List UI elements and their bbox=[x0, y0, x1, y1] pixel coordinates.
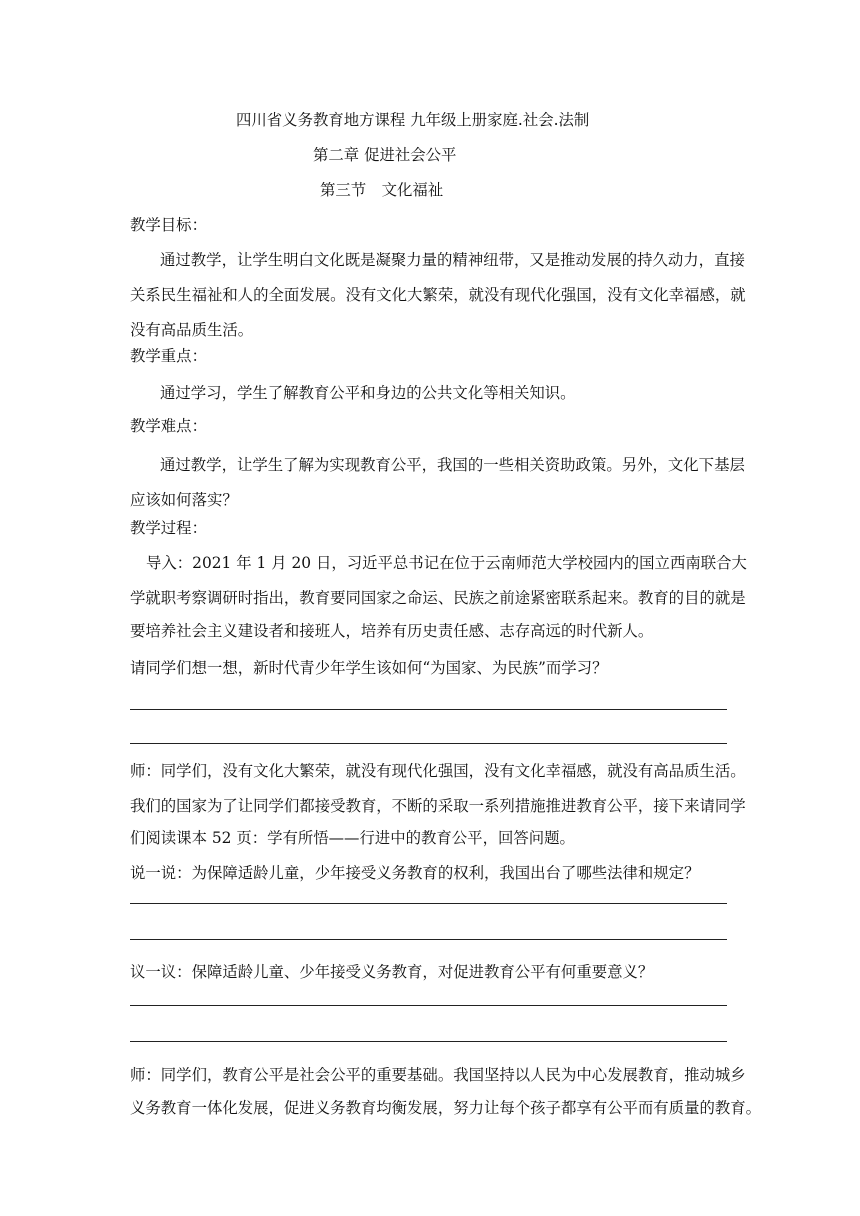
question-discuss: 议一议：保障适龄儿童、少年接受义务教育，对促进教育公平有何重要意义？ bbox=[130, 963, 654, 981]
intro-line: 要培养社会主义建设者和接班人，培养有历史责任感、志存高远的时代新人。 bbox=[130, 622, 654, 640]
difficulties-line: 应该如何落实？ bbox=[130, 491, 238, 509]
objectives-line: 关系民生福祉和人的全面发展。没有文化大繁荣，就没有现代化强国，没有文化幸福感，就 bbox=[130, 286, 746, 304]
key-points-line: 通过学习，学生了解教育公平和身边的公共文化等相关知识。 bbox=[160, 384, 576, 402]
question-say: 说一说：为保障适龄儿童，少年接受义务教育的权利，我国出台了哪些法律和规定？ bbox=[130, 864, 700, 882]
teacher-line: 师：同学们，没有文化大繁荣，就没有现代化强国，没有文化幸福感，就没有高品质生活。 bbox=[130, 762, 746, 780]
objectives-line: 没有高品质生活。 bbox=[130, 321, 254, 339]
chapter-title: 第二章 促进社会公平 bbox=[313, 146, 457, 164]
difficulties-heading: 教学难点： bbox=[130, 417, 207, 435]
teacher-line: 师：同学们，教育公平是社会公平的重要基础。我国坚持以人民为中心发展教育，推动城乡 bbox=[130, 1066, 746, 1084]
objectives-line: 通过教学，让学生明白文化既是凝聚力量的精神纽带，又是推动发展的持久动力，直接 bbox=[160, 251, 745, 269]
answer-line[interactable] bbox=[130, 1005, 727, 1006]
teacher-line: 义务教育一体化发展，促进义务教育均衡发展，努力让每个孩子都享有公平而有质量的教育。 bbox=[130, 1099, 762, 1117]
answer-line[interactable] bbox=[130, 903, 727, 904]
intro-line: 导入：2021 年 1 月 20 日，习近平总书记在位于云南师范大学校园内的国立西南联合大 bbox=[146, 554, 747, 572]
answer-line[interactable] bbox=[130, 743, 727, 744]
section-title: 第三节 文化福祉 bbox=[320, 181, 444, 199]
objectives-heading: 教学目标： bbox=[130, 216, 207, 234]
key-points-heading: 教学重点： bbox=[130, 347, 207, 365]
intro-line: 学就职考察调研时指出，教育要同国家之命运、民族之前途紧密联系起来。教育的目的就是 bbox=[130, 589, 746, 607]
difficulties-line: 通过教学，让学生了解为实现教育公平，我国的一些相关资助政策。另外，文化下基层 bbox=[160, 456, 745, 474]
answer-line[interactable] bbox=[130, 1041, 727, 1042]
teacher-line: 我们的国家为了让同学们都接受教育，不断的采取一系列措施推进教育公平，接下来请同学 bbox=[130, 797, 746, 815]
document-title: 四川省义务教育地方课程 九年级上册家庭.社会.法制 bbox=[236, 111, 590, 129]
teacher-line: 们阅读课本 52 页：学有所悟——行进中的教育公平，回答问题。 bbox=[130, 829, 575, 847]
process-heading: 教学过程： bbox=[130, 519, 207, 537]
question-think: 请同学们想一想，新时代青少年学生该如何“为国家、为民族”而学习？ bbox=[130, 659, 608, 677]
answer-line[interactable] bbox=[130, 939, 727, 940]
answer-line[interactable] bbox=[130, 709, 727, 710]
